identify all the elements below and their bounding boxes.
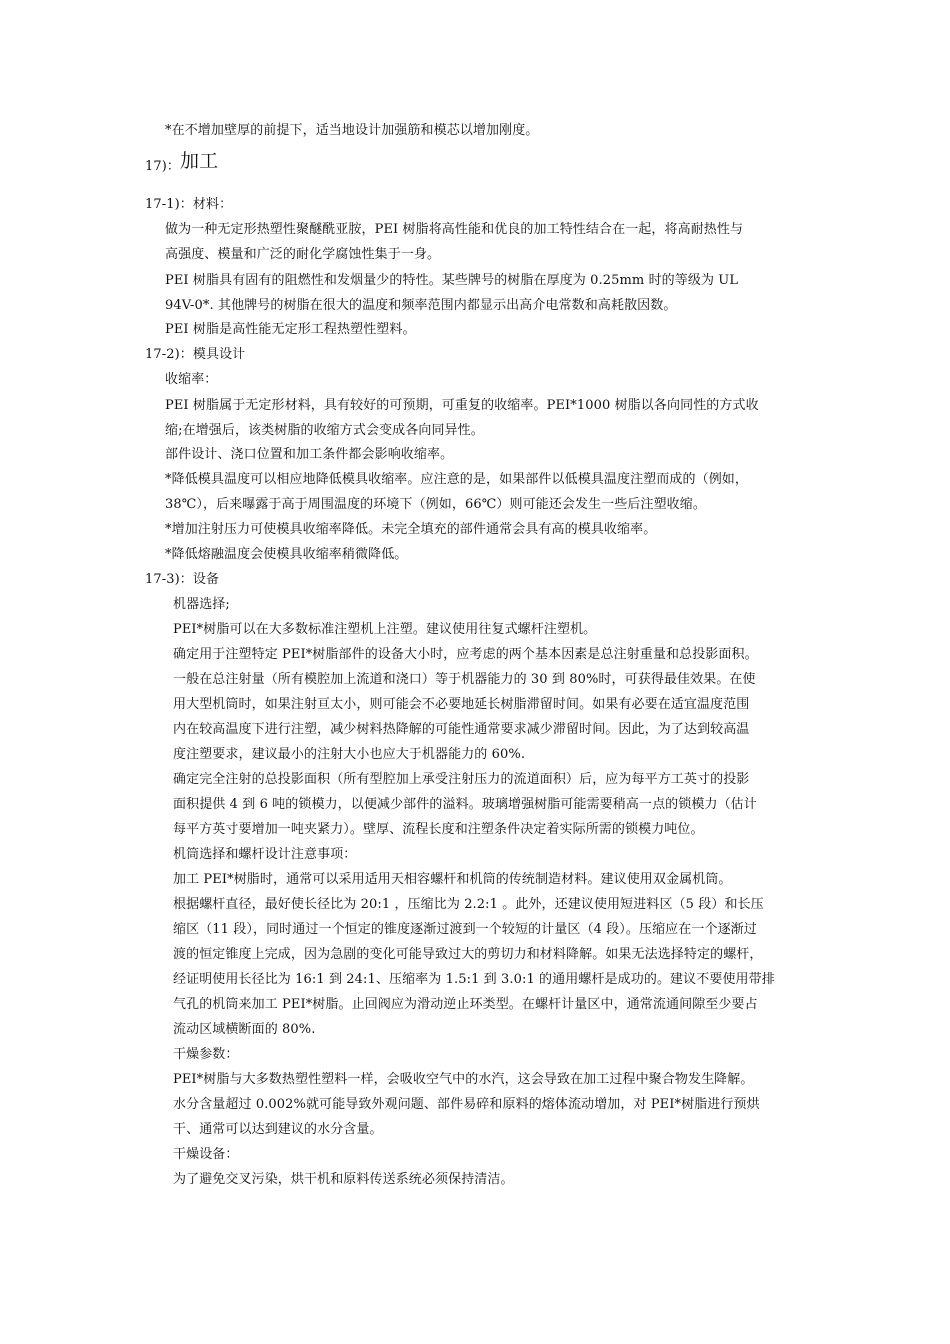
text-line: 干、通常可以达到建议的水分含量。 [173, 1122, 383, 1137]
text-line: 渡的恒定锥度上完成，因为急剧的变化可能导致过大的剪切力和材料降解。如果无法选择特定的螺杆， [173, 947, 763, 962]
text-line: *在不增加壁厚的前提下，适当地设计加强筋和模芯以增加刚度。 [165, 123, 539, 138]
text-line: 经证明使用长径比为 16:1 到 24:1、压缩率为 1.5:1 到 3.0:1 的通用螺杆是成功的。建议不要使用带排 [173, 972, 775, 987]
text-line: 高强度、模量和广泛的耐化学腐蚀性集于一身。 [165, 247, 441, 262]
text-line: *增加注射压力可使模具收缩率降低。未完全填充的部件通常会具有高的模具收缩率。 [165, 522, 657, 537]
text-line: PEI 树脂属于无定形材料，具有较好的可预期，可重复的收缩率。PEI*1000 树脂以各向同性的方式收 [165, 398, 759, 413]
text-line: 确定完全注射的总投影面积（所有型腔加上承受注射压力的流道面积）后，应为每平方工英寸的投影 [173, 772, 750, 787]
text-line: 机筒选择和螺杆设计注意事项： [173, 847, 357, 862]
text-line: 部件设计、浇口位置和加工条件都会影响收缩率。 [165, 447, 454, 462]
text-line: PEI 树脂是高性能无定形工程热塑性塑料。 [165, 322, 416, 337]
text-line: 度注塑要求，建议最小的注射大小也应大于机器能力的 60%. [173, 747, 526, 762]
text-line: 气孔的机筒来加工 PEI*树脂。止回阀应为滑动逆止环类型。在螺杆计量区中，通常流通间隙至少要占 [173, 997, 758, 1012]
text-line: PEI*树脂与大多数热塑性塑料一样，会吸收空气中的水汽，这会导致在加工过程中聚合物发生降解。 [173, 1072, 754, 1087]
text-line: 确定用于注塑特定 PEI*树脂部件的设备大小时，应考虑的两个基本因素是总注射重量和总投影面积。 [173, 647, 758, 662]
text-line: 缩区（11 段），同时通过一个恒定的锥度逐渐过渡到一个较短的计量区（4 段）。压缩应在一个逐渐过 [173, 922, 757, 937]
text-line: 加工 PEI*树脂时，通常可以采用适用天相容螺杆和机筒的传统制造材料。建议使用双金属机筒。 [173, 872, 732, 887]
section-title: 加工 [180, 150, 219, 172]
text-line: 根据螺杆直径，最好使长径比为 20:1 ，压缩比为 2.2:1 。此外，还建议使用短进料区（5 段）和长压 [173, 897, 764, 912]
text-line: 流动区域横断面的 80%. [173, 1022, 316, 1037]
text-line: 为了避免交叉污染，烘干机和原料传送系统必须保持清洁。 [173, 1172, 514, 1187]
subsection-heading: 17-1)：材料： [145, 197, 233, 212]
section-heading-17 [145, 150, 219, 175]
text-line: 用大型机筒时，如果注射亘太小，则可能会不必要地延长树脂滞留时间。如果有必要在适宜温度范围 [173, 697, 750, 712]
text-line: 做为一种无定形热塑性聚醚酰亚胺，PEI 树脂将高性能和优良的加工特性结合在一起，将高耐热性与 [165, 222, 744, 237]
text-line: 缩;在增强后，该类树脂的收缩方式会变成各向同异性。 [165, 423, 484, 438]
text-line: 每平方英寸要增加一吨夹紧力）。壁厚、流程长度和注塑条件决定着实际所需的锁模力吨位。 [173, 822, 704, 837]
text-line: 收缩率： [165, 372, 218, 387]
subsection-heading: 17-3)：设备 [145, 572, 220, 587]
text-line: 水分含量超过 0.002%就可能导致外观问题、部件易碎和原料的熔体流动增加，对 PEI*树脂进行预烘 [173, 1097, 760, 1112]
section-number: 17)： [145, 159, 181, 174]
text-line: *降低模具温度可以相应地降低模具收缩率。应注意的是，如果部件以低模具温度注塑而成的（例如， [165, 472, 749, 487]
text-line: *降低熔融温度会使模具收缩率稍微降低。 [165, 547, 408, 562]
text-line: 干燥设备： [173, 1147, 239, 1162]
text-line: PEI*树脂可以在大多数标准注塑机上注塑。建议使用往复式螺杆注塑机。 [173, 622, 597, 637]
text-line: 面积提供 4 到 6 吨的锁模力，以便减少部件的溢料。玻璃增强树脂可能需要稍高一点的锁模力（估计 [173, 797, 757, 812]
text-line: PEI 树脂具有固有的阻燃性和发烟量少的特性。某些牌号的树脂在厚度为 0.25mm 时的等级为 UL [165, 273, 739, 288]
subsection-heading: 17-2)：模具设计 [145, 347, 246, 362]
text-line: 内在较高温度下进行注塑，减少树料热降解的可能性通常要求减少滞留时间。因此，为了达到较高温 [173, 722, 750, 737]
text-line: 一般在总注射量（所有模腔加上流道和浇口）等于机器能力的 30 到 80%时，可获得最佳效果。在使 [173, 672, 756, 687]
text-line: 38℃），后来曝露于高于周围温度的环境下（例如，66℃）则可能还会发生一些后注塑收缩。 [165, 497, 706, 512]
text-line: 94V-0*. 其他牌号的树脂在很大的温度和频率范围内都显示出高介电常数和高耗散因数。 [165, 298, 677, 313]
text-line: 机器选择; [173, 597, 230, 612]
text-line: 干燥参数： [173, 1047, 239, 1062]
